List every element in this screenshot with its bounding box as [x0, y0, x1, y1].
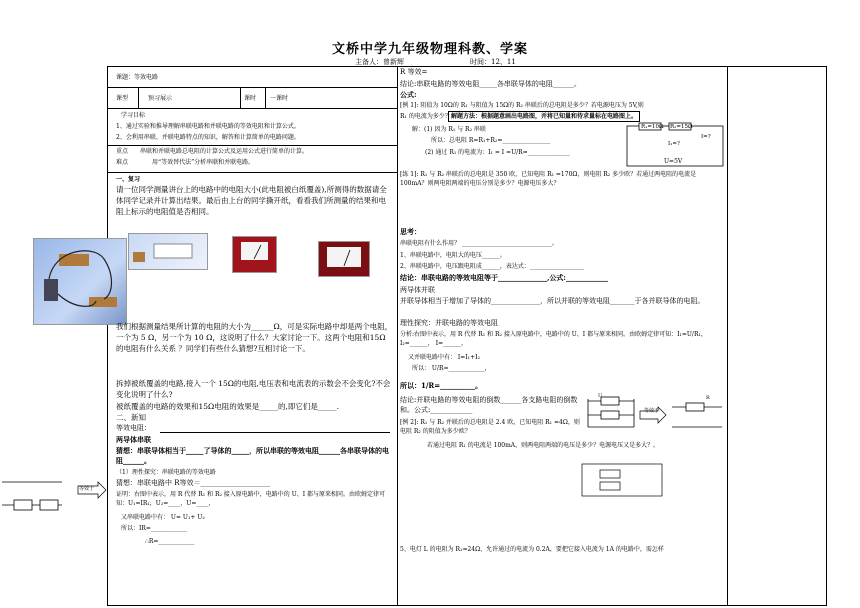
formula-label: 公式:	[400, 90, 417, 99]
so-2: 所以： U/R=____________，	[412, 365, 491, 372]
review-paragraph: 请一位同学测量讲台上的电路中的电阻大小(此电阻被白纸覆盖),所测得的数据请全体同学记录并计算出结果。最后由上台的同学撕开纸，看看我们所测量的结果和电阻上标示的电阻值是否相同。	[116, 185, 387, 216]
example-2: [例 2]: R₁ 与 R₂ 并联后的总电阻是 2.4 欧，已知电阻 R₁ =4Ω，则电阻 R₂ 的阻值为多少欧？	[400, 419, 580, 435]
period-label: 课时	[244, 95, 257, 102]
guess2-text: 猜想：串联电路中 R等效＝____________________	[116, 479, 271, 487]
therefore-text: ∴R=____________	[145, 538, 195, 545]
explore-text: （1）理性探究：串联电路的等效电路	[116, 469, 216, 476]
parallel-title: 两导体并联	[400, 286, 435, 294]
diagram-i1: I₁=?	[668, 141, 680, 147]
row-line	[107, 172, 397, 173]
conclusion-3: 结论:并联电路的等效电阻的倒数______各支路电阻的倒数和。公式:____________	[400, 396, 578, 414]
goals-title: 学习目标	[121, 112, 146, 119]
row-line	[107, 87, 397, 88]
parallel-relation: 又并联电路中有： I=I₁+I₂	[408, 354, 480, 361]
circuit-photo	[33, 238, 127, 325]
rational-title: 理性探究：并联电路的等效电阻	[400, 319, 498, 327]
type-label: 课型	[116, 95, 129, 102]
new-title: 二、新知	[116, 413, 146, 422]
diagram-u: U=5V	[664, 158, 683, 165]
col-divider-1	[397, 66, 398, 606]
solution-3: (2) 通过 R₁ 的电流为：I₁ = I =U/R=______________	[425, 149, 570, 156]
example2-circuit-diagram	[580, 462, 665, 500]
conclusion-2: 结论：串联电路的等效电阻等于______________,公式:____________	[400, 273, 609, 282]
method-box: 解题方法：根据题意画出电路图，并将已知量和待求量标在电路图上。	[448, 111, 640, 122]
paragraph-equivalent: 被纸覆盖的电路的效果和15Ω电阻的效果是_____的,即它们是_____.	[116, 402, 340, 411]
parallel-diagram-u: U	[598, 393, 603, 399]
cell-divider	[265, 87, 266, 108]
series-conclusion: 结论:串联电路的等效电阻_____各串联导体的电阻______。	[400, 80, 581, 88]
think-1: 串联电阻有什么作用？ ______________________________。	[400, 240, 558, 247]
topic: 课题：等效电路	[116, 74, 159, 81]
ammeter-photo-drawing	[233, 237, 276, 272]
cell-divider	[240, 87, 241, 108]
goal-2: 2、会利用串联、并联电路特点的知识，解答和计算简单的电路问题。	[116, 134, 300, 141]
example-1b: R₁ 的电流为多少？	[400, 113, 451, 120]
analysis-text: 分析:右图中表示，用 R 代替 R₁ 和 R₂ 接入原电路中，电路中的 U、I 都与原来相同。由欧姆定律可知：I₁=U/R₁， I₂=______， I=______，	[400, 331, 707, 347]
r-equivalent: R 等效=	[400, 68, 428, 76]
page-title: 文桥中学九年级物理科教、学案	[331, 42, 528, 57]
think-2: 1、串联电路中，电阻大的电压______。	[400, 252, 506, 259]
row-line	[107, 145, 397, 146]
row-line	[107, 108, 397, 109]
review-title: 一、复习	[116, 176, 141, 183]
solution-2: 所以：总电阻 R=R₁+R₂=________________	[431, 137, 551, 144]
fill-line	[160, 432, 390, 433]
proof-text: 证明：右图中表示，用 R 代替 R₁ 和 R₂ 接入原电路中，电路中的 U、I 都与原来相同。由欧姆定律可知：U₁=IR₁，U₂=____，U=____，	[116, 491, 386, 507]
equiv-resistance-label: 等效电阻：	[116, 424, 151, 432]
resistor-photo-drawing	[129, 234, 207, 269]
equiv-label-left: 等效于	[79, 486, 95, 492]
series-equivalence-diagram	[0, 470, 110, 520]
practice-1: [练 1]: R₁ 与 R₂ 串联后的总电阻是 350 欧，已知电阻 R₁ =170Ω，则电阻 R₂ 多少欧？若通过两电阻的电流是 100mA？则两电阻两端的电压分别是多少？电源电压多大？	[400, 171, 697, 187]
voltmeter-photo-drawing	[319, 242, 369, 276]
paragraph-replace: 拆掉被纸覆盖的电路,接入一个 15Ω的电阻,电压表和电流表的示数会不会变化?不会变化说明了什么?	[116, 379, 391, 399]
key-text: 串联和并联电路总电阻的计算公式及运用公式进行简单的计算。	[140, 148, 309, 155]
question-5: 5、电灯 L 的电阻为 R₁=24Ω，允许通过的电流为 0.2A，要把它接入电流为 1A 的电路中，需怎样	[400, 546, 664, 553]
paragraph-measure: 我们根据测量结果所计算的电阻的大小为______Ω，可是实际电路中却是两个电阻，一个为 5 Ω，另一个为 10 Ω，这说明了什么？大家讨论一下。这两个电阻和15Ω的电阻有什么关系 ？同学们有些什么猜想?互相讨论一下。	[116, 322, 393, 353]
ammeter-photo	[232, 236, 277, 273]
guess-text: 猜想：串联导体相当于_____了导体的_____，所以串联的等效电阻______各串联导体的电阻______。	[116, 446, 389, 465]
parallel-equiv-label: 等效于	[644, 408, 660, 414]
so-3: 所以：1/R=__________。	[400, 381, 483, 390]
example-2b: 若通过电阻 R₁ 的电流是 100mA，则两电阻两端的电压是多少？电源电压又是多大？。	[427, 442, 660, 449]
resistor-photo	[128, 233, 208, 270]
circuit-photo-drawing	[34, 239, 126, 324]
type-value: 预习展示	[148, 95, 173, 102]
time: 时间：12、11	[470, 58, 516, 66]
hard-text: 用“等效替代法”分析串联和并联电路。	[152, 159, 255, 166]
series-title: 两导体串联	[116, 435, 151, 444]
think-title: 思考：	[400, 227, 421, 236]
col-divider-2	[727, 66, 728, 606]
period-value: 一课时	[270, 95, 289, 102]
example-1: [例 1]: 阻值为 10Ω的 R₁ 与阻值为 15Ω的 R₂ 串联后的总电阻是多少？若电源电压为 5V,则	[400, 102, 644, 109]
key-label: 重点	[116, 148, 129, 155]
parallel-paragraph: 并联导体相当于增加了导体的______________，所以并联的等效电阻_______于各并联导体的电阻。	[400, 297, 705, 305]
diagram-i: I=?	[701, 134, 711, 140]
think-3: 2、串联电路中，电压跟电阻成______，表达式：__________________	[400, 263, 584, 270]
series-relation: 又串联电路中有： U= U₁+ U₂	[121, 514, 205, 521]
solution-1: 解：(1) 因为 R₁ 与 R₂ 串联	[412, 126, 486, 133]
preparer: 主备人：曾新辉	[355, 58, 404, 66]
diagram-r1: R₁=10Ω	[641, 124, 664, 130]
so-text: 所以：IR=____________	[121, 525, 187, 532]
goal-1: 1、通过实验和推导理解串联电路和并联电路的等效电阻和计算公式。	[116, 123, 300, 130]
hard-label: 难点	[116, 159, 129, 166]
diagram-r2: R₂=15Ω	[670, 124, 693, 130]
cell-divider	[138, 87, 139, 108]
voltmeter-photo	[318, 241, 370, 277]
parallel-diagram-r: R	[706, 395, 710, 401]
